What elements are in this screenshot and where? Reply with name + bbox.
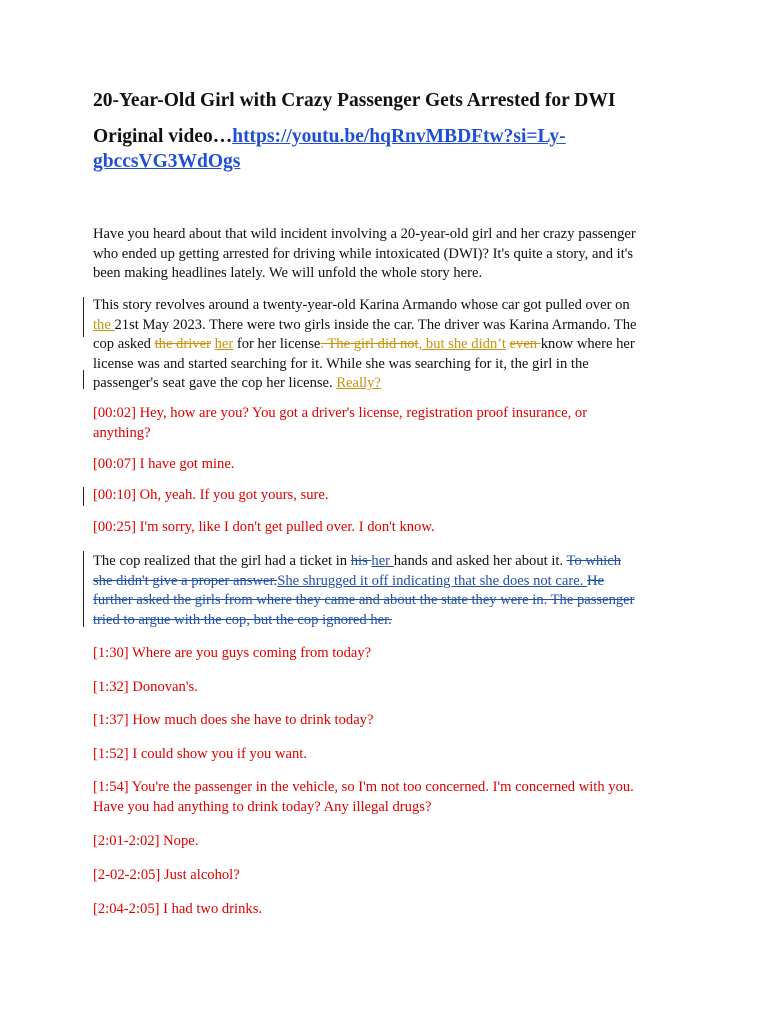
deleted-text: she didn't give a proper answer. xyxy=(93,572,278,589)
transcript-line: [1:52] I could show you if you want. xyxy=(93,746,308,762)
deleted-text: further asked the girls from where they came and about the state they were in. The passenger xyxy=(93,592,635,609)
story-paragraph: This story revolves around a twenty-year-old Karina Armando whose car got pulled over on the 21st May 2023. There were two girls inside the car. The driver was Karina Armando. The cop asked the driver her for her license. The girl did not, but she didn’t even know where her license was and started searching for it. While she was searching for it, the girl in the passenger's seat gave the cop her license. Really? xyxy=(93,297,637,392)
transcript-line: [2:04-2:05] I had two drinks. xyxy=(93,901,263,917)
change-bar xyxy=(83,370,84,389)
transcript-line: [2-02-2:05] Just alcohol? xyxy=(93,867,240,883)
transcript-line: [2:01-2:02] Nope. xyxy=(93,833,199,849)
transcript-line: [00:07] I have got mine. xyxy=(93,456,235,472)
deleted-text: . The girl did not xyxy=(320,336,419,353)
transcript-line: [1:32] Donovan's. xyxy=(93,679,198,695)
inserted-text: her xyxy=(371,553,394,569)
original-video-link-cont[interactable]: gbccsVG3WdOgs xyxy=(93,151,241,172)
inserted-text: , but she didn’t xyxy=(418,336,506,353)
deleted-text: He xyxy=(586,572,605,589)
deleted-text: tried to argue with the cop, but the cop ignored her. xyxy=(93,611,392,628)
change-bar xyxy=(83,487,84,506)
inserted-text: the xyxy=(93,316,115,333)
deleted-text: the driver xyxy=(154,336,211,353)
page-title: 20-Year-Old Girl with Crazy Passenger Gets Arrested for DWI xyxy=(93,90,616,111)
transcript-line: [00:10] Oh, yeah. If you got yours, sure. xyxy=(93,487,329,503)
original-video-line xyxy=(93,124,653,174)
deleted-text: To which xyxy=(566,553,622,569)
ticket-paragraph: The cop realized that the girl had a ticket in his her hands and asked her about it. To which she didn't give a proper answer.She shrugged it off indicating that she does not care. He further asked the girls from where they came and about the state they were in. The passenger tried to argue with the cop, but the cop ignored her. xyxy=(93,552,683,630)
change-bar xyxy=(83,297,84,337)
original-video-label: Original video… xyxy=(93,126,233,147)
transcript-line: [00:02] Hey, how are you? You got a driver's license, registration proof insurance, or anything? xyxy=(93,405,588,441)
inserted-text: her xyxy=(214,336,234,353)
inserted-text: She shrugged it off indicating that she does not care. xyxy=(277,572,587,589)
transcript-line: [1:37] How much does she have to drink today? xyxy=(93,712,374,728)
deleted-text: even xyxy=(509,336,541,353)
intro-paragraph: Have you heard about that wild incident involving a 20-year-old girl and her crazy passenger who ended up getting arrested for driving while intoxicated (DWI)? It's quite a story, and it's been making headlines lately. We will unfold the whole story here. xyxy=(93,226,636,282)
transcript-line: [1:30] Where are you guys coming from today? xyxy=(93,645,372,661)
deleted-text: his xyxy=(350,553,372,569)
transcript-line: [00:25] I'm sorry, like I don't get pulled over. I don't know. xyxy=(93,519,435,535)
original-video-link[interactable]: https://youtu.be/hqRnvMBDFtw?si=Ly- xyxy=(232,126,566,147)
transcript-line: [1:54] You're the passenger in the vehicle, so I'm not too concerned. I'm concerned with you. Have you had anything to drink today? Any illegal drugs? xyxy=(93,779,634,815)
inserted-text: Really? xyxy=(336,375,381,392)
change-bar xyxy=(83,551,84,627)
